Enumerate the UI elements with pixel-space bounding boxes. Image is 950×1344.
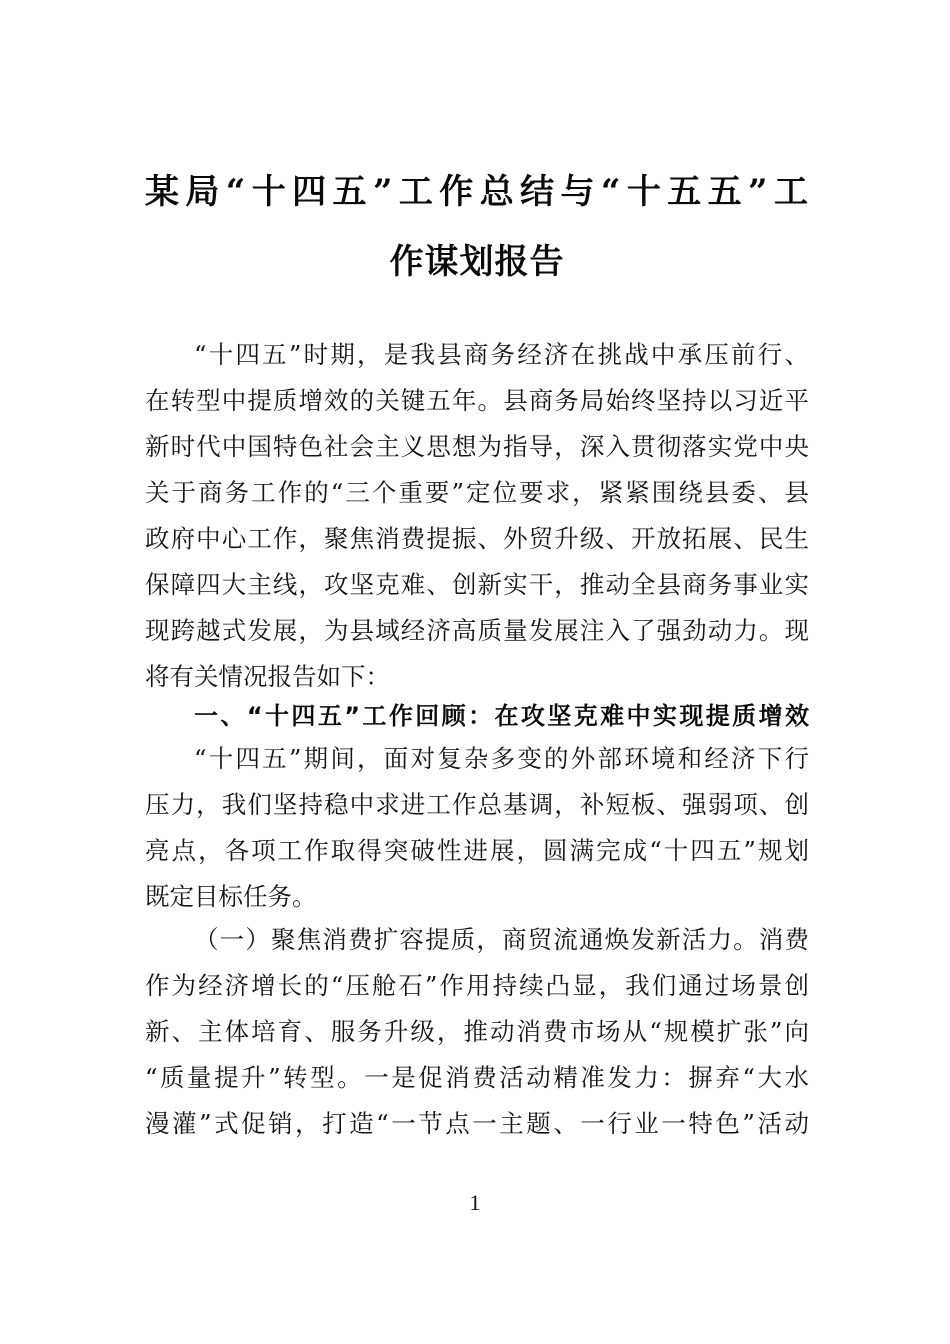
subsection1-paragraph-line: “质量提升”转型。一是促消费活动精准发力：摒弃“大水 — [145, 1063, 809, 1092]
intro-paragraph-line: 在转型中提质增效的关键五年。县商务局始终坚持以习近平 — [145, 386, 809, 415]
subsection1-paragraph-line: 新、主体培育、服务升级，推动消费市场从“规模扩张”向 — [145, 1017, 809, 1046]
section1-paragraph-line: 亮点，各项工作取得突破性进展，圆满完成“十四五”规划 — [145, 836, 809, 865]
intro-paragraph-line: 政府中心工作，聚焦消费提振、外贸升级、开放拓展、民生 — [145, 524, 809, 553]
document-title-line-2: 作谋划报告 — [389, 242, 565, 282]
intro-paragraph-line: 新时代中国特色社会主义思想为指导，深入贯彻落实党中央 — [145, 432, 809, 461]
section1-paragraph-line: 既定目标任务。 — [145, 882, 317, 911]
section1-paragraph-line: 压力，我们坚持稳中求进工作总基调，补短板、强弱项、创 — [145, 790, 809, 819]
intro-paragraph-line: “十四五”时期，是我县商务经济在挑战中承压前行、 — [194, 340, 809, 369]
subsection1-paragraph-line: 漫灌”式促销，打造“一节点一主题、一行业一特色”活动 — [145, 1109, 809, 1138]
intro-paragraph-line: 保障四大主线，攻坚克难、创新实干，推动全县商务事业实 — [145, 570, 809, 599]
document-title-line-1: 某局“十四五”工作总结与“十五五”工 — [145, 172, 809, 212]
intro-paragraph-line: 关于商务工作的“三个重要”定位要求，紧紧围绕县委、县 — [145, 478, 809, 507]
section-heading-1: 一、“十四五”工作回顾：在攻坚克难中实现提质增效 — [194, 702, 809, 730]
page-number: 1 — [469, 1190, 481, 1215]
intro-paragraph-line: 将有关情况报告如下： — [145, 662, 390, 691]
subsection1-paragraph-line: 作为经济增长的“压舱石”作用持续凸显，我们通过场景创 — [145, 971, 809, 1000]
subsection1-paragraph-line: （一）聚焦消费扩容提质，商贸流通焕发新活力。消费 — [194, 925, 809, 954]
intro-paragraph-line: 现跨越式发展，为县域经济高质量发展注入了强劲动力。现 — [145, 616, 809, 645]
section1-paragraph-line: “十四五”期间，面对复杂多变的外部环境和经济下行 — [194, 744, 809, 773]
